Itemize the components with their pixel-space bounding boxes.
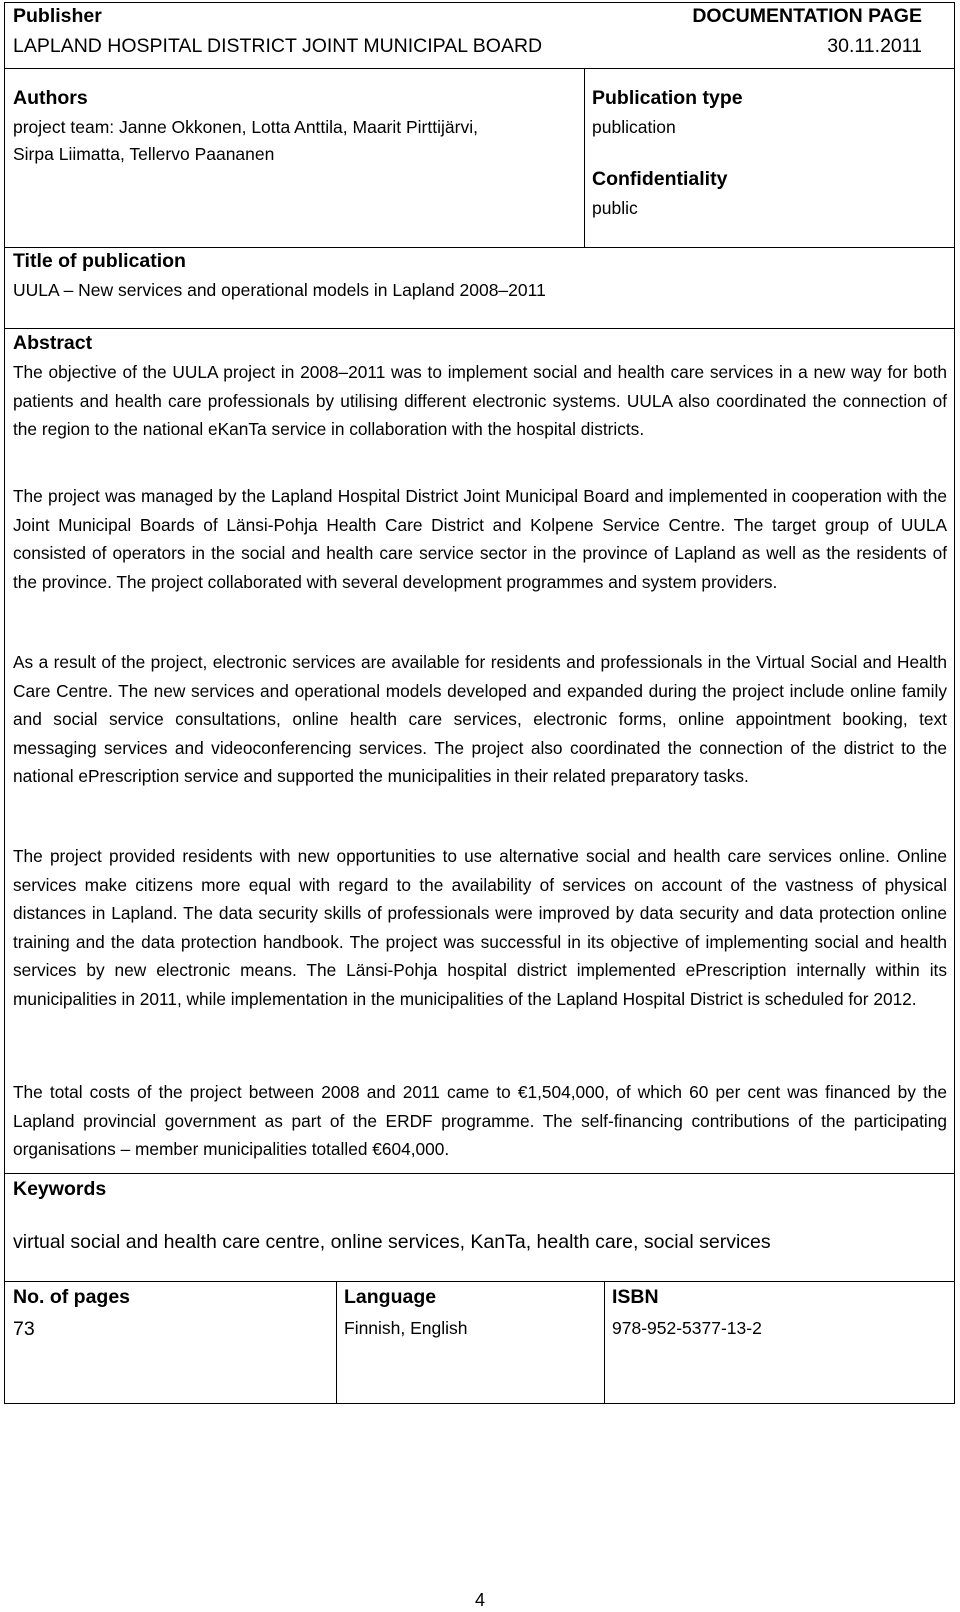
confidentiality-label: Confidentiality xyxy=(592,168,728,190)
keywords-value: virtual social and health care centre, online services, KanTa, health care, social services xyxy=(13,1231,771,1253)
isbn-value: 978-952-5377-13-2 xyxy=(612,1318,762,1338)
divider xyxy=(4,68,955,69)
keywords-label: Keywords xyxy=(13,1178,107,1200)
divider xyxy=(4,247,955,248)
abstract-paragraph: The project was managed by the Lapland Hospital District Joint Municipal Board and implemented in cooperation with the Joint Municipal Boards of Länsi-Pohja Health Care District and Kolpene Service Centre. The target group of UULA consisted of operators in the social and health care service sector in the province of Lapland as well as the residents of the province. The project collaborated with several development programmes and system providers. xyxy=(13,486,947,592)
publication-type-value: publication xyxy=(592,117,676,137)
documentation-page-label: DOCUMENTATION PAGE xyxy=(692,5,922,27)
authors-label: Authors xyxy=(13,87,88,109)
divider xyxy=(604,1281,605,1403)
title-value: UULA – New services and operational models in Lapland 2008–2011 xyxy=(13,280,546,300)
divider xyxy=(584,68,585,248)
publisher-value: LAPLAND HOSPITAL DISTRICT JOINT MUNICIPAL BOARD xyxy=(13,35,543,57)
page-number: 4 xyxy=(474,1590,485,1610)
abstract-label: Abstract xyxy=(13,332,93,354)
pages-value: 73 xyxy=(13,1318,35,1340)
authors-line-2: Sirpa Liimatta, Tellervo Paananen xyxy=(13,144,275,164)
publisher-label: Publisher xyxy=(13,5,102,27)
publication-type-label: Publication type xyxy=(592,87,743,109)
abstract-paragraph: The objective of the UULA project in 2008–2011 was to implement social and health care services in a new way for both patients and health care professionals by utilising different electronic systems. UULA also coordinated the connection of the region to the national eKanTa service in collaboration with the hospital districts. xyxy=(13,362,947,439)
abstract-paragraph: The project provided residents with new opportunities to use alternative social and health care services online. Online services make citizens more equal with regard to the availability of services on account of the vastness of physical distances in Lapland. The data security skills of professionals were improved by data security and data protection online training and the data protection handbook. The project was successful in its objective of implementing social and health services by new electronic means. The Länsi-Pohja hospital district implemented ePrescription internally within its municipalities in 2011, while implementation in the municipalities of the Lapland Hospital District is scheduled for 2012. xyxy=(13,846,947,1009)
title-label: Title of publication xyxy=(13,250,186,272)
divider xyxy=(4,1281,955,1282)
language-value: Finnish, English xyxy=(344,1318,468,1338)
authors-line-1: project team: Janne Okkonen, Lotta Anttila, Maarit Pirttijärvi, xyxy=(13,117,478,137)
abstract-paragraph: The total costs of the project between 2008 and 2011 came to €1,504,000, of which 60 per cent was financed by the Lapland provincial government as part of the ERDF programme. The self-financing contributions of the participating organisations – member municipalities totalled €604,000. xyxy=(13,1082,947,1159)
language-label: Language xyxy=(344,1286,437,1308)
pages-label: No. of pages xyxy=(13,1286,131,1308)
divider xyxy=(4,328,955,329)
confidentiality-value: public xyxy=(592,198,638,218)
divider xyxy=(4,1173,955,1174)
publication-date: 30.11.2011 xyxy=(827,35,922,57)
isbn-label: ISBN xyxy=(612,1286,659,1308)
divider xyxy=(336,1281,337,1403)
abstract-paragraph: As a result of the project, electronic services are available for residents and professionals in the Virtual Social and Health Care Centre. The new services and operational models developed and expanded during the project include online family and social service consultations, online health care services, electronic forms, online appointment booking, text messaging services and videoconferencing services. The project also coordinated the connection of the district to the national ePrescription service and supported the municipalities in their related preparatory tasks. xyxy=(13,652,947,786)
